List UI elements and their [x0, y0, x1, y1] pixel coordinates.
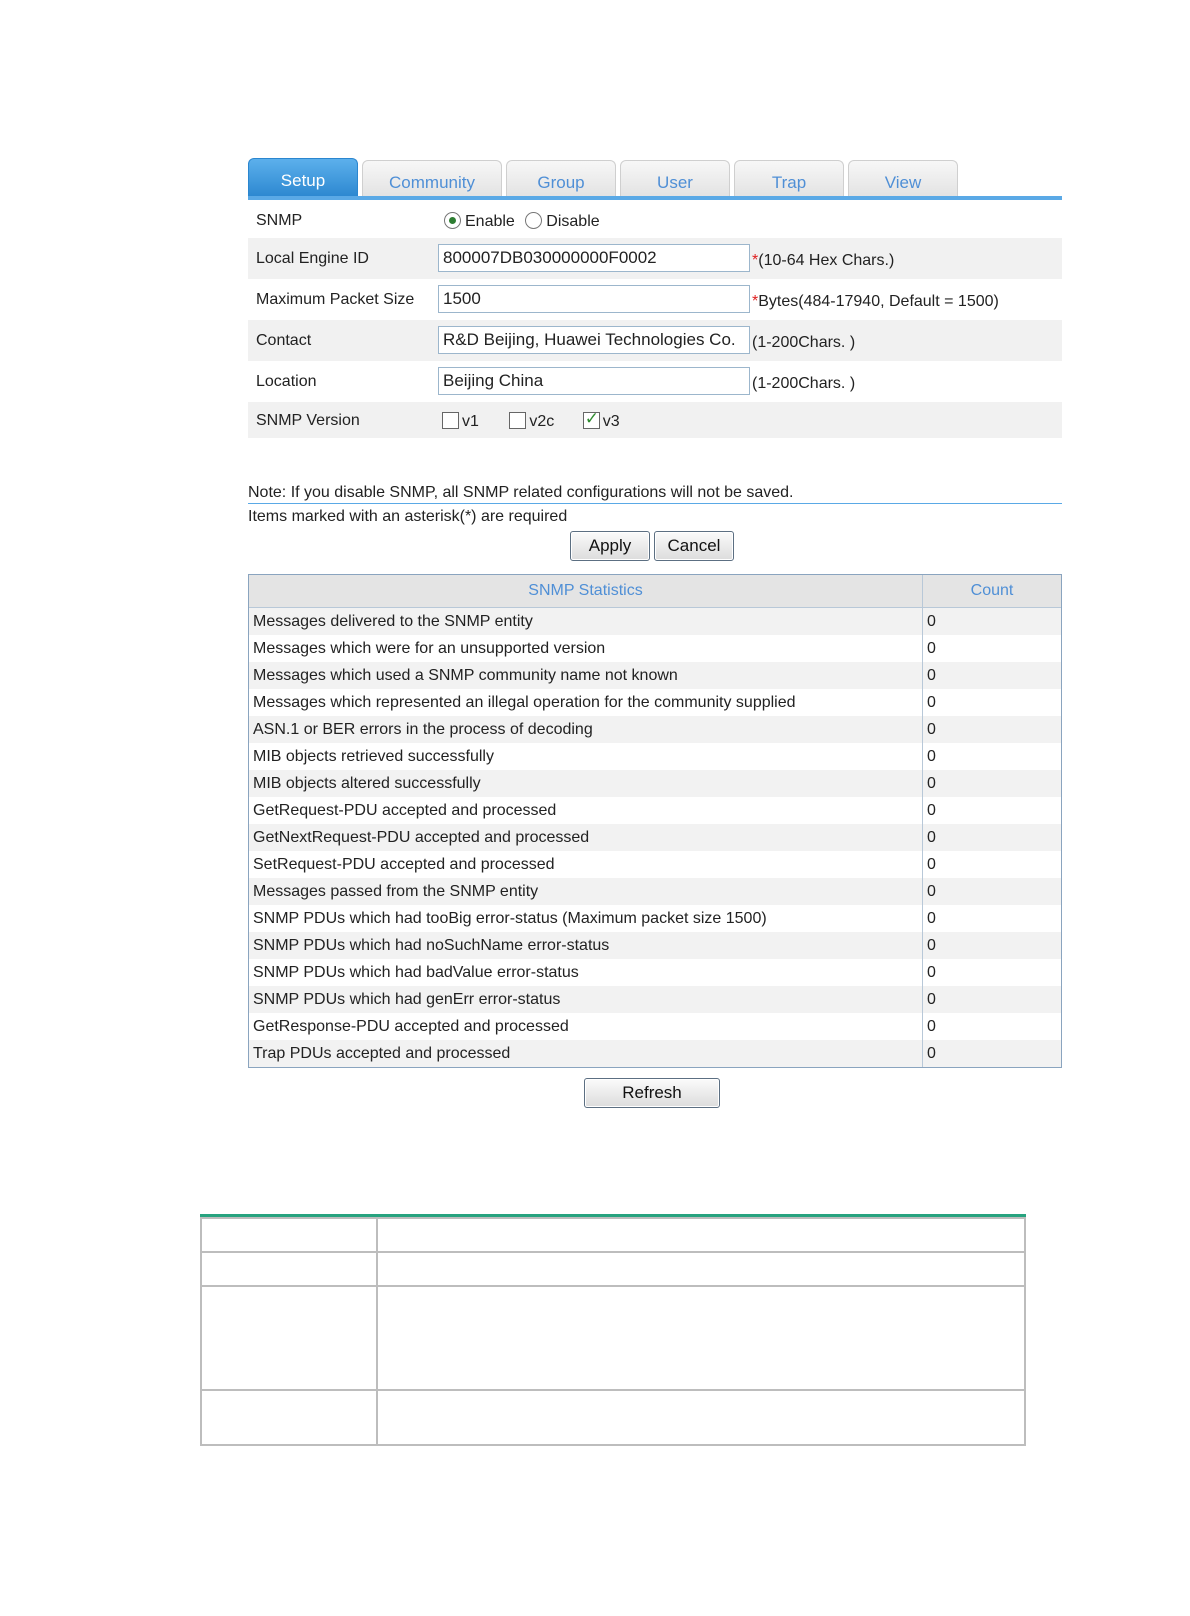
snmp-version-label: SNMP Version	[256, 412, 360, 429]
count-header: Count	[923, 575, 1062, 608]
tab-trap[interactable]: Trap	[734, 160, 844, 198]
contact-label: Contact	[256, 332, 312, 349]
v1-checkbox[interactable]	[442, 412, 459, 429]
stat-name: SNMP PDUs which had badValue error-status	[253, 963, 579, 981]
apply-button[interactable]: Apply	[570, 531, 650, 561]
v3-label: v3	[602, 413, 620, 430]
stat-name: Messages passed from the SNMP entity	[249, 878, 923, 905]
contact-row	[248, 320, 1062, 361]
stat-count: 0	[923, 959, 1062, 986]
stat-count: 0	[923, 797, 1062, 824]
max-packet-label: Maximum Packet Size	[256, 291, 415, 308]
stat-count: 0	[923, 662, 1062, 689]
stat-count: 0	[923, 716, 1062, 743]
table-row	[249, 608, 1061, 636]
snmp-statistics-table	[248, 574, 1062, 1068]
refresh-button[interactable]: Refresh	[584, 1078, 720, 1108]
stat-name: SNMP PDUs which had noSuchName error-status	[249, 932, 923, 959]
table-row	[249, 797, 1061, 824]
engine-id-hint: (10-64 Hex Chars.)	[758, 252, 895, 269]
table-row	[249, 932, 1061, 959]
v3-checkbox[interactable]	[583, 412, 600, 429]
stat-count: 0	[923, 743, 1062, 770]
table-cell	[201, 1286, 377, 1390]
table-row	[249, 905, 1061, 932]
snmp-version-row	[248, 402, 1062, 438]
tab-view[interactable]: View	[848, 160, 958, 198]
note-divider	[248, 503, 1062, 504]
engine-id-input[interactable]: 800007DB030000000F0002	[438, 244, 750, 272]
table-row	[249, 824, 1061, 851]
table-cell	[377, 1286, 1025, 1390]
stat-count: 0	[923, 635, 1062, 662]
parameter-table	[200, 1214, 1026, 1446]
stat-name: Messages delivered to the SNMP entity	[249, 608, 923, 636]
tab-bar	[248, 158, 1062, 200]
stat-count: 0	[923, 905, 1062, 932]
stat-count: 0	[923, 932, 1062, 959]
table-row	[249, 635, 1061, 662]
stats-header: SNMP Statistics	[249, 575, 923, 608]
v2c-label: v2c	[529, 413, 555, 430]
stat-count: 0	[923, 689, 1062, 716]
table-row	[249, 770, 1061, 797]
required-note: Items marked with an asterisk(*) are required	[248, 508, 568, 525]
table-row	[249, 689, 1061, 716]
table-cell	[377, 1390, 1025, 1445]
table-row	[249, 959, 1061, 986]
table-row	[249, 851, 1061, 878]
stat-name: GetResponse-PDU accepted and processed	[253, 1017, 569, 1035]
stat-name: MIB objects retrieved successfully	[253, 747, 494, 765]
tab-user[interactable]: User	[620, 160, 730, 198]
snmp-enable-label: Enable	[465, 213, 515, 230]
v2c-checkbox[interactable]	[509, 412, 526, 429]
engine-id-row	[248, 238, 1062, 279]
required-asterisk: *	[752, 293, 759, 310]
table-row	[249, 662, 1061, 689]
table-cell	[377, 1252, 1025, 1286]
tab-setup[interactable]: Setup	[248, 158, 358, 198]
stat-name: GetNextRequest-PDU accepted and processed	[249, 824, 923, 851]
engine-id-label: Local Engine ID	[256, 250, 369, 267]
tab-community[interactable]: Community	[362, 160, 502, 198]
contact-hint: (1-200Chars. )	[752, 334, 856, 351]
stat-name: SetRequest-PDU accepted and processed	[253, 855, 555, 873]
table-row	[249, 986, 1061, 1013]
stat-count: 0	[923, 851, 1062, 878]
location-hint: (1-200Chars. )	[752, 375, 856, 392]
stat-name: ASN.1 or BER errors in the process of decoding	[249, 716, 923, 743]
v1-label: v1	[462, 413, 479, 430]
stat-count: 0	[923, 986, 1062, 1013]
location-input[interactable]: Beijing China	[438, 367, 750, 395]
max-packet-row	[248, 279, 1062, 320]
snmp-enable-radio[interactable]	[444, 212, 461, 229]
stat-count: 0	[923, 770, 1062, 797]
stat-name: Messages which represented an illegal operation for the community supplied	[253, 693, 796, 711]
location-label: Location	[256, 373, 317, 390]
stat-count: 0	[923, 878, 1062, 905]
contact-input[interactable]: R&D Beijing, Huawei Technologies Co.	[438, 326, 750, 354]
tab-group[interactable]: Group	[506, 160, 616, 198]
stat-count: 0	[923, 824, 1062, 851]
snmp-disable-radio[interactable]	[525, 212, 542, 229]
snmp-label: SNMP	[256, 212, 303, 229]
snmp-disable-label: Disable	[546, 213, 600, 230]
table-cell	[377, 1218, 1025, 1252]
table-row	[249, 878, 1061, 905]
stat-name: Messages which used a SNMP community name not known	[249, 662, 923, 689]
stat-name: GetRequest-PDU accepted and processed	[253, 801, 557, 819]
stat-count: 0	[923, 1040, 1062, 1067]
stat-name: MIB objects altered successfully	[249, 770, 923, 797]
snmp-row	[248, 200, 1062, 241]
stat-count: 0	[923, 1013, 1062, 1040]
table-row	[249, 743, 1061, 770]
stat-name: Messages which were for an unsupported version	[253, 639, 606, 657]
table-cell	[201, 1390, 377, 1445]
disable-note: Note: If you disable SNMP, all SNMP related configurations will not be saved.	[248, 484, 794, 501]
table-cell	[201, 1218, 377, 1252]
stat-name: SNMP PDUs which had tooBig error-status (Maximum packet size 1500)	[253, 909, 767, 927]
cancel-button[interactable]: Cancel	[654, 531, 734, 561]
max-packet-hint: Bytes(484-17940, Default = 1500)	[758, 293, 999, 310]
max-packet-input[interactable]: 1500	[438, 285, 750, 313]
table-cell	[201, 1252, 377, 1286]
table-row	[249, 1040, 1061, 1067]
stat-name: Trap PDUs accepted and processed	[249, 1040, 923, 1067]
location-row	[248, 361, 1062, 402]
table-row	[249, 716, 1061, 743]
stat-name: SNMP PDUs which had genErr error-status	[249, 986, 923, 1013]
stat-count: 0	[923, 608, 1062, 636]
required-asterisk: *	[752, 252, 759, 269]
table-row	[249, 1013, 1061, 1040]
